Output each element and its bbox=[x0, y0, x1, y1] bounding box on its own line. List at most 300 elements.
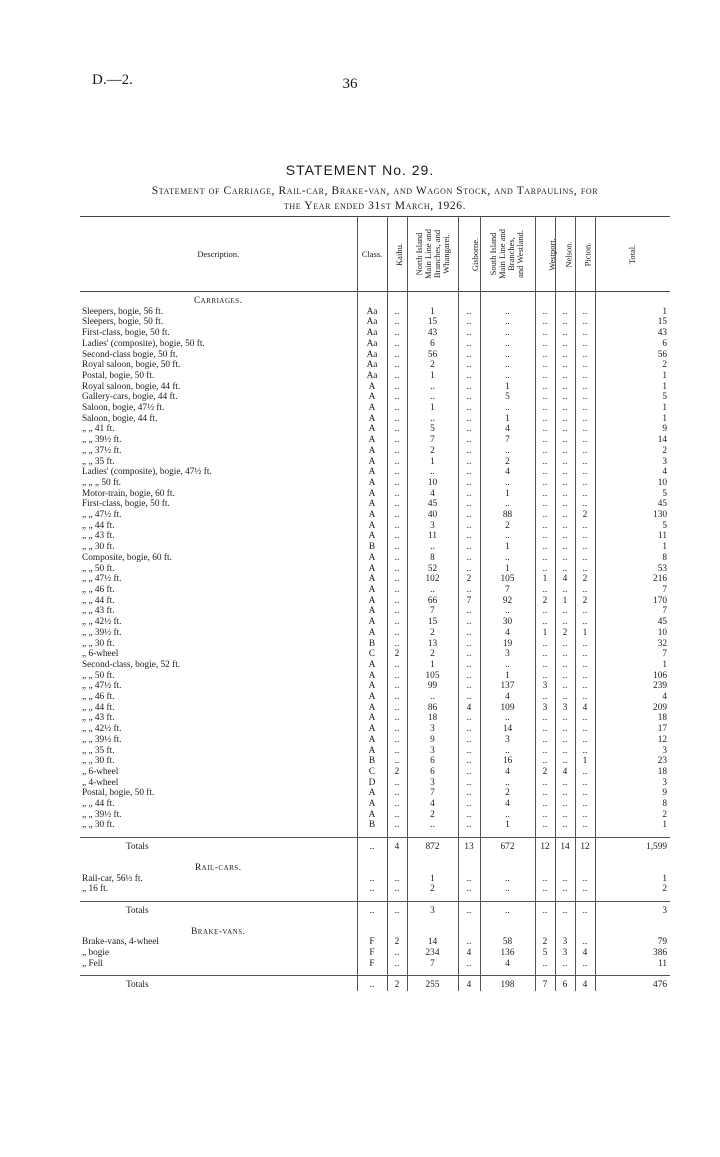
table-row bbox=[80, 639, 670, 650]
cell-total: 3 bbox=[595, 901, 670, 916]
cell-north-island: 13 bbox=[407, 639, 458, 650]
cell-total: 7 bbox=[595, 649, 670, 660]
cell-class: F bbox=[357, 948, 387, 959]
cell-gisborne: .. bbox=[458, 874, 480, 885]
cell-total: 32 bbox=[595, 639, 670, 650]
cell-kaihu: .. bbox=[387, 328, 407, 339]
cell-north-island: 7 bbox=[407, 435, 458, 446]
table-row bbox=[80, 606, 670, 617]
cell-south-island: .. bbox=[480, 371, 535, 382]
cell-description bbox=[80, 649, 357, 660]
cell-total: 15 bbox=[595, 317, 670, 328]
cell-north-island: .. bbox=[407, 820, 458, 831]
cell-total: 1 bbox=[595, 403, 670, 414]
cell-class: Aa bbox=[357, 350, 387, 361]
cell-kaihu: .. bbox=[387, 606, 407, 617]
cell-total: 170 bbox=[595, 596, 670, 607]
row-label: „ 16 ft. bbox=[82, 884, 109, 895]
cell-class: A bbox=[357, 424, 387, 435]
cell-picton: .. bbox=[575, 446, 595, 457]
table-row bbox=[80, 414, 670, 425]
cell-kaihu: 2 bbox=[387, 649, 407, 660]
cell-south-island: 4 bbox=[480, 628, 535, 639]
row-label: „ „ 35 ft. bbox=[82, 745, 115, 756]
cell-north-island: 102 bbox=[407, 574, 458, 585]
cell-kaihu: .. bbox=[387, 360, 407, 371]
page-number: 36 bbox=[342, 76, 358, 92]
cell-south-island: 2 bbox=[480, 788, 535, 799]
cell-south-island: 137 bbox=[480, 681, 535, 692]
cell-picton: .. bbox=[575, 713, 595, 724]
cell-westport: .. bbox=[535, 778, 555, 789]
cell-total: 106 bbox=[595, 671, 670, 682]
cell-nelson: .. bbox=[555, 606, 575, 617]
row-label: Sleepers, bogie, 50 ft. bbox=[82, 317, 164, 328]
row-label: „ „ 39½ ft. bbox=[82, 734, 122, 745]
cell-gisborne: .. bbox=[458, 713, 480, 724]
cell-south-island: 2 bbox=[480, 457, 535, 468]
cell-south-island: .. bbox=[480, 553, 535, 564]
cell-class: A bbox=[357, 392, 387, 403]
table-row bbox=[80, 820, 670, 831]
cell-total: 18 bbox=[595, 713, 670, 724]
cell-description bbox=[80, 799, 357, 810]
row-label: Saloon, bogie, 44 ft. bbox=[82, 413, 158, 424]
cell-kaihu: .. bbox=[387, 820, 407, 831]
cell-total: 23 bbox=[595, 756, 670, 767]
row-label: „ „ 42½ ft. bbox=[82, 617, 122, 628]
cell-north-island: 8 bbox=[407, 553, 458, 564]
row-label: Rail-car, 56½ ft. bbox=[82, 873, 143, 884]
cell-total: 10 bbox=[595, 628, 670, 639]
cell-north-island: 99 bbox=[407, 681, 458, 692]
cell-kaihu: .. bbox=[387, 424, 407, 435]
row-label: „ „ 42½ ft. bbox=[82, 724, 122, 735]
cell-south-island: 30 bbox=[480, 617, 535, 628]
cell-nelson: .. bbox=[555, 478, 575, 489]
cell-south-island: 1 bbox=[480, 542, 535, 553]
cell-picton: .. bbox=[575, 403, 595, 414]
cell-total: 18 bbox=[595, 767, 670, 778]
cell-gisborne: .. bbox=[458, 457, 480, 468]
cell-kaihu: 2 bbox=[387, 937, 407, 948]
row-label: „ bogie bbox=[82, 948, 110, 959]
row-label: Ladies' (composite), bogie, 47½ ft. bbox=[82, 467, 212, 478]
row-label: Composite, bogie, 60 ft. bbox=[82, 552, 172, 563]
cell-kaihu: .. bbox=[387, 746, 407, 757]
cell-nelson: 4 bbox=[555, 767, 575, 778]
row-label: „ „ 30 ft. bbox=[82, 756, 115, 767]
cell-total: 386 bbox=[595, 948, 670, 959]
cell-gisborne: .. bbox=[458, 884, 480, 895]
cell-total: 43 bbox=[595, 328, 670, 339]
cell-north-island: 7 bbox=[407, 788, 458, 799]
cell-description bbox=[80, 681, 357, 692]
cell-kaihu: 2 bbox=[387, 976, 407, 991]
cell-kaihu: .. bbox=[387, 681, 407, 692]
row-label: „ „ 47½ ft. bbox=[82, 574, 122, 585]
col-header-westport: Westport. bbox=[535, 217, 555, 292]
cell-kaihu: .. bbox=[387, 660, 407, 671]
cell-south-island: 58 bbox=[480, 937, 535, 948]
cell-south-island: 1 bbox=[480, 382, 535, 393]
cell-gisborne: .. bbox=[458, 681, 480, 692]
cell-picton: .. bbox=[575, 799, 595, 810]
cell-gisborne: .. bbox=[458, 788, 480, 799]
cell-westport: .. bbox=[535, 317, 555, 328]
cell-description bbox=[80, 371, 357, 382]
cell-gisborne: .. bbox=[458, 478, 480, 489]
cell-north-island: 43 bbox=[407, 328, 458, 339]
cell-westport: .. bbox=[535, 328, 555, 339]
cell-south-island: .. bbox=[480, 746, 535, 757]
cell-total: 7 bbox=[595, 606, 670, 617]
section-heading: Rail-cars. bbox=[194, 862, 242, 873]
cell-nelson: .. bbox=[555, 489, 575, 500]
cell-westport: .. bbox=[535, 435, 555, 446]
cell-picton: .. bbox=[575, 478, 595, 489]
cell-south-island: 1 bbox=[480, 820, 535, 831]
table-row bbox=[80, 424, 670, 435]
cell-north-island: 45 bbox=[407, 499, 458, 510]
row-label: „ Fell bbox=[82, 958, 103, 969]
stock-table bbox=[80, 216, 670, 991]
col-header-kaihu: Kaihu. bbox=[387, 217, 407, 292]
cell-nelson: .. bbox=[555, 564, 575, 575]
cell-class: A bbox=[357, 553, 387, 564]
cell-picton: .. bbox=[575, 542, 595, 553]
cell-north-island: 6 bbox=[407, 339, 458, 350]
row-label: „ „ 39½ ft. bbox=[82, 627, 122, 638]
cell-total: 4 bbox=[595, 692, 670, 703]
cell-total: 56 bbox=[595, 350, 670, 361]
cell-north-island: 9 bbox=[407, 735, 458, 746]
cell-south-island: .. bbox=[480, 874, 535, 885]
cell-picton: .. bbox=[575, 649, 595, 660]
cell-south-island: .. bbox=[480, 810, 535, 821]
cell-class: A bbox=[357, 660, 387, 671]
table-row bbox=[80, 713, 670, 724]
cell-total: 2 bbox=[595, 884, 670, 895]
cell-north-island: .. bbox=[407, 392, 458, 403]
cell-kaihu: .. bbox=[387, 959, 407, 970]
cell-westport: 12 bbox=[535, 838, 555, 853]
cell-picton: .. bbox=[575, 735, 595, 746]
cell-description bbox=[80, 403, 357, 414]
cell-westport: .. bbox=[535, 382, 555, 393]
row-label: Ladies' (composite), bogie, 50 ft. bbox=[82, 338, 205, 349]
cell-class: A bbox=[357, 478, 387, 489]
cell-gisborne: .. bbox=[458, 317, 480, 328]
cell-westport: 1 bbox=[535, 628, 555, 639]
cell-total: 1 bbox=[595, 660, 670, 671]
cell-kaihu: .. bbox=[387, 703, 407, 714]
cell-gisborne: .. bbox=[458, 810, 480, 821]
cell-class: Aa bbox=[357, 317, 387, 328]
cell-westport: .. bbox=[535, 660, 555, 671]
cell-north-island: 1 bbox=[407, 403, 458, 414]
cell-picton: .. bbox=[575, 820, 595, 831]
cell-kaihu: .. bbox=[387, 799, 407, 810]
row-label: „ „ 35 ft. bbox=[82, 456, 115, 467]
cell-south-island: 88 bbox=[480, 510, 535, 521]
cell-nelson: 3 bbox=[555, 937, 575, 948]
cell-total: 1 bbox=[595, 874, 670, 885]
cell-north-island: 1 bbox=[407, 307, 458, 318]
cell-class: A bbox=[357, 521, 387, 532]
cell-picton: 4 bbox=[575, 948, 595, 959]
cell-total: 1 bbox=[595, 371, 670, 382]
table-row bbox=[80, 307, 670, 318]
col-header-gisborne: Gisborne. bbox=[458, 217, 480, 292]
cell-gisborne: .. bbox=[458, 767, 480, 778]
cell-south-island: .. bbox=[480, 478, 535, 489]
cell-south-island: .. bbox=[480, 328, 535, 339]
cell-westport: .. bbox=[535, 617, 555, 628]
cell-nelson: .. bbox=[555, 585, 575, 596]
cell-picton: .. bbox=[575, 671, 595, 682]
table-row bbox=[80, 467, 670, 478]
cell-westport: .. bbox=[535, 307, 555, 318]
cell-kaihu: .. bbox=[387, 692, 407, 703]
cell-description bbox=[80, 628, 357, 639]
cell-westport: .. bbox=[535, 467, 555, 478]
cell-class: A bbox=[357, 510, 387, 521]
row-label: „ „ 50 ft. bbox=[82, 563, 115, 574]
cell-kaihu: .. bbox=[387, 596, 407, 607]
cell-gisborne: .. bbox=[458, 414, 480, 425]
cell-gisborne: .. bbox=[458, 371, 480, 382]
cell-gisborne: .. bbox=[458, 424, 480, 435]
cell-kaihu: .. bbox=[387, 521, 407, 532]
row-label: First-class, bogie, 50 ft. bbox=[82, 499, 170, 510]
cell-north-island: 11 bbox=[407, 531, 458, 542]
cell-gisborne: .. bbox=[458, 564, 480, 575]
cell-south-island: 7 bbox=[480, 435, 535, 446]
cell-north-island: .. bbox=[407, 585, 458, 596]
cell-gisborne: .. bbox=[458, 901, 480, 916]
cell-kaihu: .. bbox=[387, 542, 407, 553]
cell-description bbox=[80, 564, 357, 575]
cell-kaihu: .. bbox=[387, 901, 407, 916]
cell-westport: .. bbox=[535, 746, 555, 757]
cell-gisborne: .. bbox=[458, 639, 480, 650]
cell-nelson: .. bbox=[555, 735, 575, 746]
cell-south-island: 4 bbox=[480, 799, 535, 810]
cell-kaihu: .. bbox=[387, 350, 407, 361]
cell-picton: .. bbox=[575, 937, 595, 948]
cell-nelson: .. bbox=[555, 874, 575, 885]
cell-picton: .. bbox=[575, 435, 595, 446]
cell-nelson: .. bbox=[555, 660, 575, 671]
cell-westport: .. bbox=[535, 403, 555, 414]
row-label: Totals bbox=[126, 905, 149, 916]
cell-class: A bbox=[357, 724, 387, 735]
cell-gisborne: .. bbox=[458, 692, 480, 703]
cell-westport: .. bbox=[535, 649, 555, 660]
cell-kaihu: .. bbox=[387, 307, 407, 318]
cell-description bbox=[80, 617, 357, 628]
cell-class: .. bbox=[357, 838, 387, 853]
cell-nelson: .. bbox=[555, 617, 575, 628]
cell-westport: .. bbox=[535, 371, 555, 382]
cell-total: 45 bbox=[595, 499, 670, 510]
cell-class: A bbox=[357, 606, 387, 617]
cell-gisborne: .. bbox=[458, 307, 480, 318]
row-label: Motor-train, bogie, 60 ft. bbox=[82, 488, 175, 499]
section-heading-row bbox=[80, 859, 670, 874]
cell-class: D bbox=[357, 778, 387, 789]
cell-kaihu: .. bbox=[387, 874, 407, 885]
cell-gisborne: .. bbox=[458, 628, 480, 639]
cell-kaihu: .. bbox=[387, 713, 407, 724]
cell-gisborne: .. bbox=[458, 392, 480, 403]
cell-picton: .. bbox=[575, 660, 595, 671]
cell-westport: 1 bbox=[535, 574, 555, 585]
col-header-nelson: Nelson. bbox=[555, 217, 575, 292]
cell-nelson: 1 bbox=[555, 596, 575, 607]
cell-gisborne: .. bbox=[458, 799, 480, 810]
row-label: „ „ 44 ft. bbox=[82, 702, 115, 713]
cell-description bbox=[80, 521, 357, 532]
cell-westport: 3 bbox=[535, 681, 555, 692]
cell-north-island: 4 bbox=[407, 489, 458, 500]
row-label: Royal saloon, bogie, 44 ft. bbox=[82, 381, 181, 392]
cell-nelson: .. bbox=[555, 371, 575, 382]
cell-south-island: .. bbox=[480, 531, 535, 542]
cell-south-island: 3 bbox=[480, 735, 535, 746]
cell-total: 8 bbox=[595, 799, 670, 810]
cell-class: A bbox=[357, 382, 387, 393]
row-label: Postal, bogie, 50 ft. bbox=[82, 370, 155, 381]
cell-north-island: .. bbox=[407, 382, 458, 393]
cell-total: 130 bbox=[595, 510, 670, 521]
cell-south-island: 3 bbox=[480, 649, 535, 660]
cell-picton: 4 bbox=[575, 976, 595, 991]
cell-north-island: 2 bbox=[407, 649, 458, 660]
cell-north-island: 7 bbox=[407, 959, 458, 970]
totals-row bbox=[80, 838, 670, 853]
cell-gisborne: .. bbox=[458, 531, 480, 542]
cell-picton: 12 bbox=[575, 838, 595, 853]
cell-nelson: .. bbox=[555, 510, 575, 521]
cell-class: A bbox=[357, 681, 387, 692]
table-row bbox=[80, 628, 670, 639]
cell-class: A bbox=[357, 628, 387, 639]
cell-south-island: 4 bbox=[480, 959, 535, 970]
cell-picton: .. bbox=[575, 617, 595, 628]
cell-north-island: 86 bbox=[407, 703, 458, 714]
cell-kaihu: .. bbox=[387, 478, 407, 489]
cell-north-island: 3 bbox=[407, 778, 458, 789]
cell-kaihu: .. bbox=[387, 467, 407, 478]
cell-gisborne: 4 bbox=[458, 703, 480, 714]
cell-picton: .. bbox=[575, 681, 595, 692]
cell-gisborne: .. bbox=[458, 403, 480, 414]
cell-class: Aa bbox=[357, 307, 387, 318]
row-label: „ „ 37½ ft. bbox=[82, 445, 122, 456]
cell-gisborne: 4 bbox=[458, 948, 480, 959]
cell-picton: .. bbox=[575, 724, 595, 735]
cell-nelson: .. bbox=[555, 884, 575, 895]
cell-kaihu: .. bbox=[387, 884, 407, 895]
row-label: First-class, bogie, 50 ft. bbox=[82, 328, 170, 339]
cell-picton: .. bbox=[575, 553, 595, 564]
cell-gisborne: .. bbox=[458, 435, 480, 446]
cell-nelson: .. bbox=[555, 810, 575, 821]
table-row bbox=[80, 382, 670, 393]
cell-nelson: .. bbox=[555, 778, 575, 789]
cell-westport: .. bbox=[535, 542, 555, 553]
table-row bbox=[80, 403, 670, 414]
cell-total: 5 bbox=[595, 521, 670, 532]
table-header bbox=[80, 217, 670, 292]
cell-description bbox=[80, 820, 357, 831]
row-label: „ „ 39½ ft. bbox=[82, 435, 122, 446]
row-label: „ „ 43 ft. bbox=[82, 606, 115, 617]
cell-westport: .. bbox=[535, 724, 555, 735]
cell-description bbox=[80, 976, 357, 991]
cell-description bbox=[80, 778, 357, 789]
cell-south-island: 1 bbox=[480, 671, 535, 682]
cell-picton: .. bbox=[575, 371, 595, 382]
cell-westport: .. bbox=[535, 756, 555, 767]
cell-nelson: .. bbox=[555, 435, 575, 446]
cell-class: A bbox=[357, 457, 387, 468]
cell-class: A bbox=[357, 703, 387, 714]
cell-south-island: 14 bbox=[480, 724, 535, 735]
cell-westport: .. bbox=[535, 606, 555, 617]
cell-class: A bbox=[357, 446, 387, 457]
cell-description bbox=[80, 307, 357, 318]
cell-total: 1 bbox=[595, 820, 670, 831]
section-heading: Carriages. bbox=[193, 296, 243, 306]
cell-class: A bbox=[357, 489, 387, 500]
row-label: Totals bbox=[126, 980, 149, 991]
cell-westport: 2 bbox=[535, 767, 555, 778]
row-label: Gallery-cars, bogie, 44 ft. bbox=[82, 392, 178, 403]
cell-kaihu: .. bbox=[387, 489, 407, 500]
cell-description bbox=[80, 788, 357, 799]
cell-total: 476 bbox=[595, 976, 670, 991]
cell-total: 45 bbox=[595, 617, 670, 628]
cell-description bbox=[80, 510, 357, 521]
cell-westport: .. bbox=[535, 339, 555, 350]
cell-nelson: 2 bbox=[555, 628, 575, 639]
cell-picton: .. bbox=[575, 350, 595, 361]
cell-westport: 2 bbox=[535, 596, 555, 607]
cell-description bbox=[80, 574, 357, 585]
table-row bbox=[80, 767, 670, 778]
table-row bbox=[80, 959, 670, 970]
cell-westport: 3 bbox=[535, 703, 555, 714]
cell-class: A bbox=[357, 574, 387, 585]
cell-kaihu: .. bbox=[387, 788, 407, 799]
cell-westport: .. bbox=[535, 392, 555, 403]
row-label: Totals bbox=[126, 842, 149, 853]
cell-class: A bbox=[357, 617, 387, 628]
cell-westport: .. bbox=[535, 478, 555, 489]
cell-total: 8 bbox=[595, 553, 670, 564]
cell-nelson: .. bbox=[555, 521, 575, 532]
cell-description bbox=[80, 328, 357, 339]
cell-description bbox=[80, 639, 357, 650]
cell-nelson: .. bbox=[555, 713, 575, 724]
table-row bbox=[80, 735, 670, 746]
cell-description bbox=[80, 446, 357, 457]
cell-description bbox=[80, 746, 357, 757]
cell-description bbox=[80, 756, 357, 767]
